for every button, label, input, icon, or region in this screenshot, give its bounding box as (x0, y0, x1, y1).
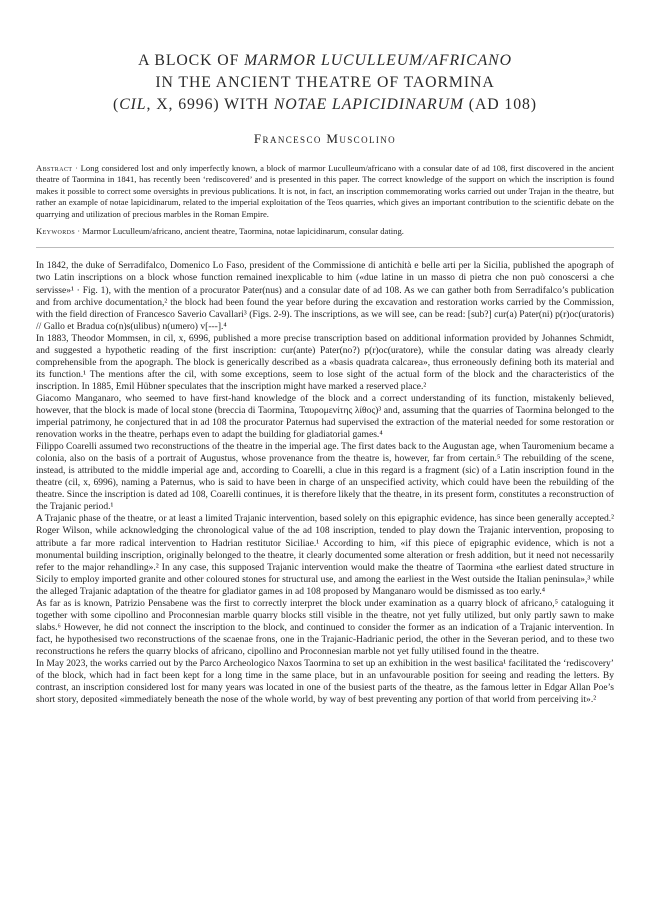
body-paragraph-3: Giacomo Manganaro, who seemed to have first-hand knowledge of the block and a correct understanding of its function, mistakenly believed, however, that the block is made of local stone (breccia di Taormina, Ταυρομενίτης λίθος)³ and, assuming that the quarries of Taormina belonged to the imperial patrimony, he conjectured that in ad 108 the procurator Paternus had supervised the extraction of the material needed for some restoration or renovation works in the theatre, perhaps even to adapt the building for gladiatorial games.⁴ (36, 392, 614, 441)
body-paragraph-5: A Trajanic phase of the theatre, or at least a limited Trajanic intervention, based solely on this epigraphic evidence, has since been generally accepted.² Roger Wilson, while acknowledging the chronological value of the ad 108 inscription, tended to play down the Trajanic intervention, proposing to attribute a far more radical intervention to Hadrian restitutor Siciliae.¹ According to him, «if this piece of epigraphic evidence, which is not a monumental building inscription, originally belonged to the theatre, it clearly documented some alteration or fresh addition, but it need not necessarily refer to the major rehandling».² In any case, this supposed Trajanic intervention would make the theatre of Taormina «the earliest dated structure in Sicily to employ imported granite and other coloured stones for structural use, and among the earliest in the West outside the Italian peninsula»,³ while the alleged Trajanic adaptation of the theatre for gladiator games in ad 108 proposed by Manganaro would be dismissed as too early.⁴ (36, 513, 614, 597)
abstract-separator: · (75, 163, 78, 173)
body-paragraph-2: In 1883, Theodor Mommsen, in cil, x, 6996, published a more precise transcription based on additional information provided by Johannes Schmidt, and suggested a hypothetic reading of the first inscription: cur(ante) Pater(no?) p(r)oc(uratore), while the consular dating was already clearly comprehensible from the apograph. The block is generically described as a «basis quadrata calcarea», thus erroneously defining both its material and its function.¹ The mentions after the cil, with some exceptions, seem to lose sight of the actual form of the block and the characteristics of the inscription. In 1885, Emil Hübner speculates that the inscription might have marked a reserved place.² (36, 332, 614, 392)
author-name: Francesco Muscolino (253, 131, 397, 146)
paper-title (36, 0, 614, 116)
title-line-2: IN THE ANCIENT THEATRE OF TAORMINA (155, 74, 495, 91)
body-paragraph-4: Filippo Coarelli assumed two reconstructions of the theatre in the imperial age. The first dates back to the Augustan age, when Tauromenium became a colonia, also on the basis of a portrait of Augustus, whose provenance from the theatre is, however, far from certain.⁵ The rebuilding of the scene, instead, is attributed to the middle imperial age and, according to Coarelli, a clue in this regard is a fragment (sic) of a Latin inscription found in the theatre (cil, x, 6996), naming a Paternus, who is said to have been in charge of an unspecified activity, which could have been the rebuilding of the theatre. Since the inscription is dated ad 108, Coarelli continues, it is therefore likely that the theatre, in its present form, constitutes a reconstruction of the Trajanic period.¹ (36, 441, 614, 513)
body-paragraph-6: As far as is known, Patrizio Pensabene was the first to correctly interpret the block under examination as a quarry block of africano,⁵ cataloguing it together with some cipollino and Proconnesian marble quarry blocks still visible in the theatre, not yet fully utilized, but only partly sawn to make slabs.⁶ However, he did not connect the inscription to the block, and continued to consider the former as an indication of a Trajanic intervention. In fact, he hypothesised two reconstructions of the scaenae frons, one in the Trajanic-Hadrianic period, the other in the Severan period, and to these two reconstructions he refers the quarry blocks of africano, cipollino and Proconnesian marble not yet fully utilised found in the theatre. (36, 597, 614, 657)
body-paragraph-7: In May 2023, the works carried out by the Parco Archeologico Naxos Taormina to set up an exhibition in the west basilica¹ facilitated the ‘rediscovery’ of the block, which had in fact been kept for a long time in the same place, but in an unfavourable position for seeing and reading the letters. By contrast, an inscription considered lost for many years was located in one of the busiest parts of the theatre, as the famous letter in Edgar Allan Poe’s short story, deposited «immediately beneath the nose of the whole world, by way of best preventing any portion of that world from perceiving it».² (36, 657, 614, 706)
title-line-3: (CIL, X, 6996) WITH NOTAE LAPICIDINARUM (AD 108) (113, 96, 537, 113)
abstract-label: Abstract (36, 163, 73, 173)
section-divider (36, 247, 614, 248)
title-line-1: A BLOCK OF MARMOR LUCULLEUM/AFRICANO (138, 52, 512, 69)
keywords-label: Keywords (36, 226, 76, 237)
keywords-separator: · (77, 226, 81, 237)
abstract (36, 163, 614, 220)
article-body (36, 260, 614, 706)
keywords-text: Marmor Luculleum/africano, ancient theatre, Taormina, notae lapicidinarum, consular dating. (82, 226, 404, 237)
keywords (36, 226, 614, 237)
body-paragraph-1: In 1842, the duke of Serradifalco, Domenico Lo Faso, president of the Commissione di antichità e belle arti per la Sicilia, published the apograph of two Latin inscriptions on a block whose function remained inexplicable to him («due latine in un masso di pietra che non può conoscersi a che servisse»¹ · Fig. 1), with the mention of a procurator Pater(nus) and a consular date of ad 108. As we can gather both from Serradifalco’s publication and from archive documentation,² the block had been found the year before during the excavation and restoration works carried by the Commission, with the field direction of Francesco Saverio Cavallari³ (Figs. 2-9). The inscriptions, as we will see, can be read: [sub?] cur(a) Pater(ni) p(r)oc(uratoris) // Gallo et Bradua co(n)s(ulibus) n(umero) v[---].⁴ (36, 260, 614, 332)
abstract-text: Long considered lost and only imperfectly known, a block of marmor Luculleum/africano with a consular date of ad 108, first discovered in the ancient theatre of Taormina in 1841, has recently been ‘rediscovered’ and is presented in this paper. The correct knowledge of the support on which the inscription is found makes it possible to correct some oversights in previous publications. It is not, in fact, an inscription commemorating works carried out under Trajan in the theatre, but rather an example of notae lapicidinarum, related to the imperial exploitation of the Teos quarries, which gives an important contribution to the scientific debate on the quarrying and utilization of precious marbles in the Roman Empire. (36, 163, 614, 219)
